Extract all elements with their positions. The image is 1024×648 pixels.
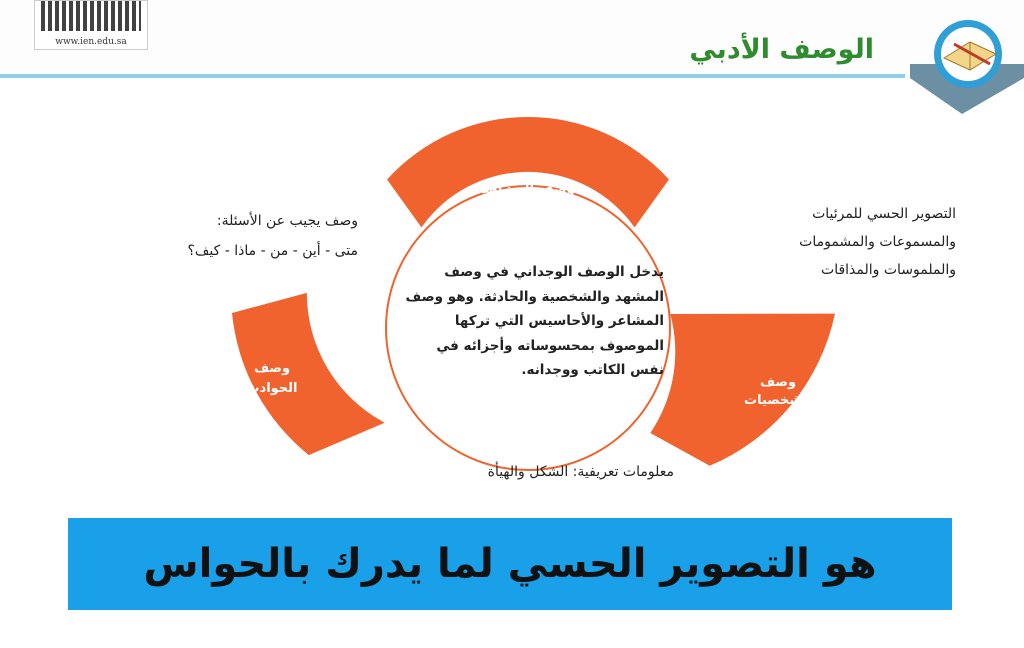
- segment-label-right-1: وصف: [759, 375, 797, 390]
- left-description-line: متى - أين - من - ماذا - كيف؟: [187, 243, 358, 259]
- left-description: [187, 206, 358, 266]
- segment-label-top: وصف المشاهد: [481, 182, 575, 197]
- segment-label-left-2: الحوادث: [246, 381, 298, 396]
- segment-label-left-1: وصف: [253, 361, 291, 376]
- segment-left: [232, 293, 385, 455]
- header-divider: [0, 74, 905, 78]
- right-description-line: التصوير الحسي للمرئيات: [812, 206, 956, 222]
- right-description-line: والملموسات والمذاقات: [821, 262, 956, 278]
- qr-url: www.ien.edu.sa: [55, 37, 127, 47]
- segment-right: [650, 314, 835, 466]
- center-description: يدخل الوصف الوجداني في وصف المشهد والشخصية والحادثة. وهو وصف المشاعر والأحاسيس التي تركها الموصوف بمحسوساته وأجزائه في نفس الكاتب ووجدانه.: [405, 264, 664, 378]
- page-title: الوصف الأدبي: [689, 34, 874, 65]
- qr-pattern-icon: [41, 1, 141, 31]
- left-description-line: وصف يجيب عن الأسئلة:: [216, 213, 358, 229]
- definition-banner: [68, 518, 952, 610]
- right-description-line: والمسموعات والمشمومات: [799, 234, 956, 250]
- bottom-description: معلومات تعريفية: الشكل والهيأة: [487, 464, 674, 480]
- right-description: [799, 200, 956, 284]
- header: [0, 0, 1024, 80]
- segment-label-right-2: الشخصيات: [744, 393, 812, 408]
- qr-code[interactable]: [34, 0, 148, 50]
- definition-text: هو التصوير الحسي لما يدرك بالحواس: [143, 541, 877, 587]
- segment-top: [387, 117, 669, 227]
